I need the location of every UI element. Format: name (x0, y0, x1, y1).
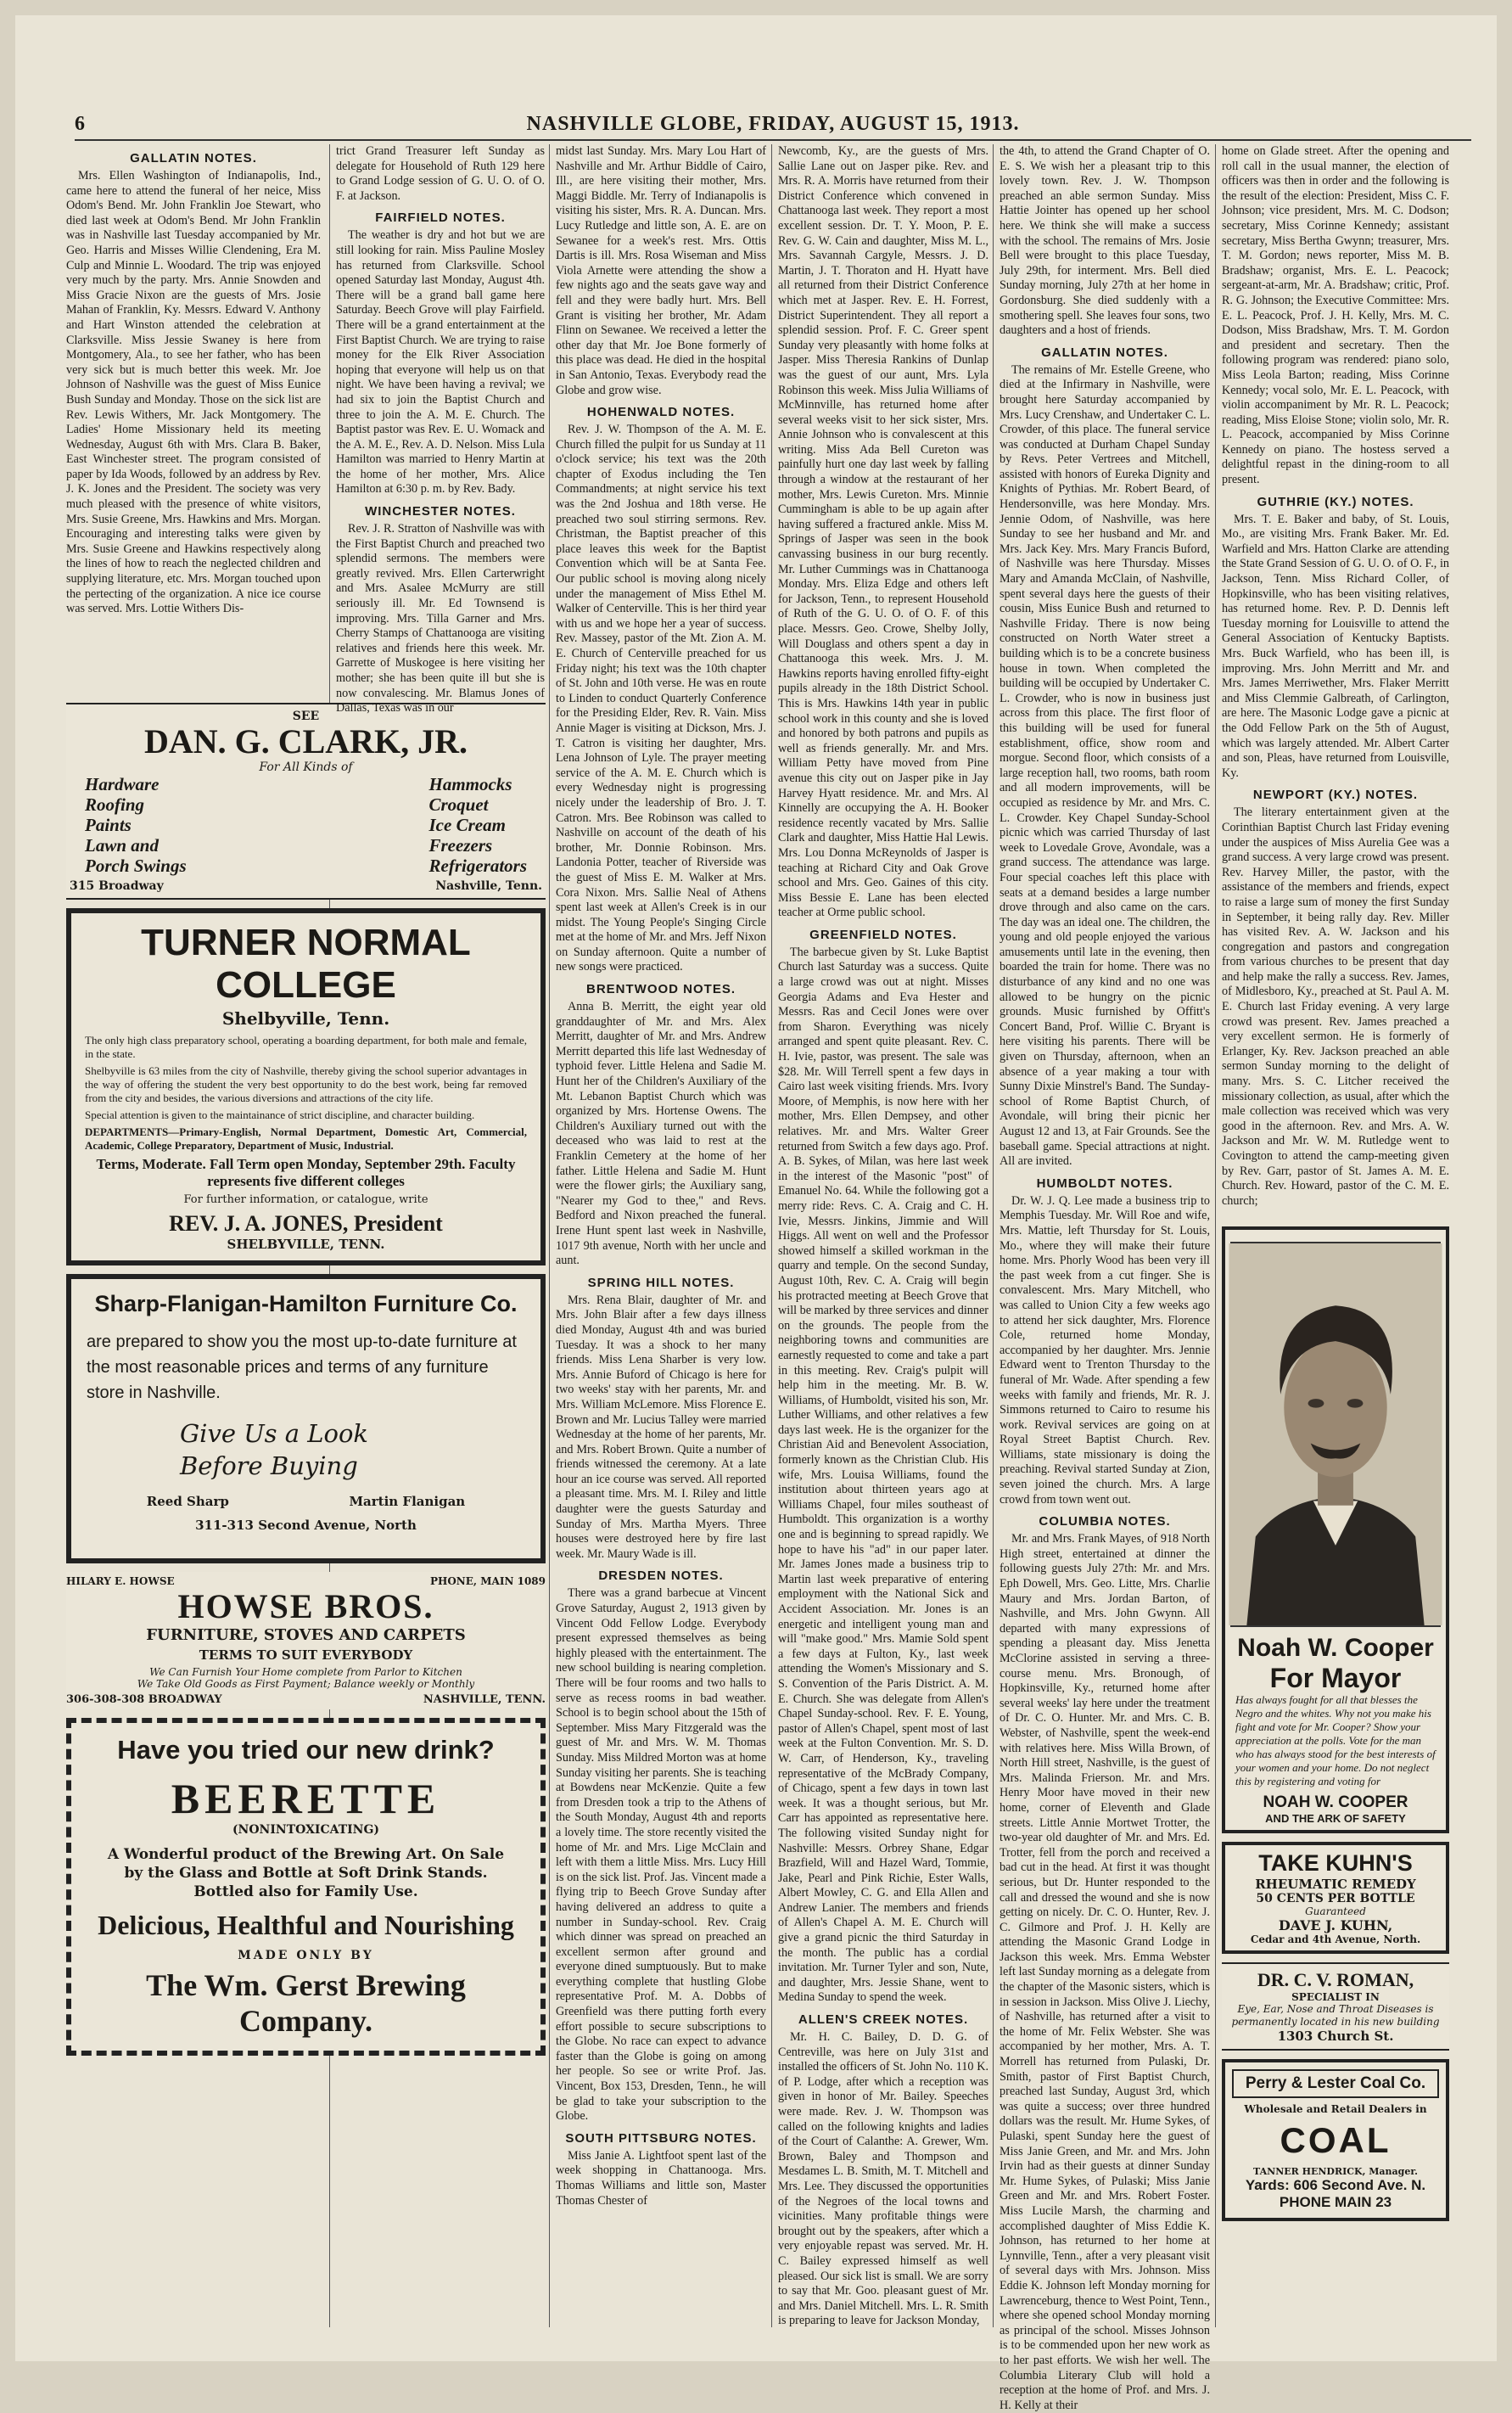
ad-text: SEE (292, 710, 320, 723)
perry-lester-coal-ad (1222, 2059, 1449, 2221)
article-body: Mr. and Mrs. Frank Mayes, of 918 North High street, entertained at dinner the following guests July 27th: Mr. and Mrs. Eph Dowell, Mrs. Geo. Litte, Mrs. Charlie Maury and Mrs. Jordan Barton, of Nashville, and Mrs. John Gwynn. All departed with many expressions of spending a pleasant day. Miss Jenetta McClorine assisted in serving a three-course menu. Mrs. Bronough, of Hopkinsville, Ky., returned home after several weeks' lay here under the treatment of Dr. C. O. Hunter. Mr. and Mrs. C. B. Webster, of Nashville, spent the week-end with relatives here. Miss Willa Brown, of North Hill street, Nashville, is the guest of Mrs. Malinda Frierson. Mr. and Mrs. Henry Moor have moved in their new home, corner of Eleventh and Glade streets. Little Annie Mortwet Trotter, the two-year old daughter of Mr. and Mrs. Ed. Trotter, fell from the porch and received a bad cut in the head. At first it was thought serious, but Dr. Hunter responded to the call and dressed the wound and she is now getting on nicely. Dr. C. O. Hunter, Rev. J. C. Gilmore and Prof. J. H. Kelly are attending the Masonic Grand Lodge in Jackson this week. Mrs. Emma Webster left last Sunday morning as a delegate from the chapter of the Masonic sisters, which is in session in Jackson. Miss Olive J. Liechy, of Nashville, has returned after a visit to the home of Mr. Felix Webster. She was accompanied by her mother, Mrs. A. T. Morrell has returned from Pulaski, Dr. Smith, pastor of First Baptist Church, preached last Sunday, August 3rd, which was quite a success; over three hundred dollars was the result. Mr. Hume Sykes, of Pulaski, spent Sunday here the guest of Miss Janie Green, and Mr. and Mrs. John Irvin had as their guests at dinner Sunday Mr. Hume Sykes, of Pulaski; Miss Janie Green and Mr. and Mrs. Robert Foster. Miss Lucile Marsh, the charming and accomplished daughter of Miss Eddie K. Johnson, has returned to her home at Lynnville, Tenn., after a very pleasant visit of several days with Mrs. Johnson. Miss Eddie K. Johnson left Monday morning for Lawrenceburg, thence to West Point, Tenn., where she opened school Monday morning as principal of the school. Misses Johnson is to be commended upon her new work as to her past efforts. We wish her well. The Columbia Literary Club will hold a reception at the home of Prof. and Mrs. J. H. Kelly at their (1000, 1532, 1210, 2412)
ad-title: Noah W. Cooper (1237, 1634, 1434, 1662)
ad-title: DAN. G. CLARK, JR. (143, 722, 468, 760)
ad-item: Hardware (85, 774, 160, 794)
ad-address: 1303 Church St. (1277, 2029, 1394, 2044)
ad-president: REV. J. A. JONES, President (169, 1211, 443, 1236)
ad-text: Terms, Moderate. Fall Term open Monday, September 29th. Faculty represents five different colleges (96, 1156, 516, 1189)
ad-item: Refrigerators (428, 856, 527, 876)
article-body: Mrs. Rena Blair, daughter of Mr. and Mrs. John Blair after a few days illness died Monday, August 4th and was buried Tuesday. It was a shock to her many friends. Miss Lena Sharber is very low. Mrs. Annie Buford of Chicago is here for two weeks' stay with her parents, Mr. and Mrs. William McLemore. Miss Florence E. Brown and Mr. Lucius Talley were married Wednesday at the home of her parents, Mr. and Mrs. Robert Brown. Quite a number of friends witnessed the ceremony. At a late hour an ice course was served. All reported a pleasant time. Mrs. M. I. Riley and little daughter were the guests Saturday and Sunday of Mrs. Martha Myers. Three houses were destroyed here by fire last week. Mr. Maury Wade is ill. (556, 1293, 766, 1561)
ad-text: Shelbyville is 63 miles from the city of Nashville, thereby giving the school superior advantages in the way of offering the student the very best opportunity to do the best work, being far removed from the city and besides, the various diversions and attractions of the city life. (85, 1064, 527, 1104)
article-body: There was a grand barbecue at Vincent Grove Saturday, August 2, 1913 given by Vincent Odd Fellow Lodge. Everybody present expressed themselves as being highly pleased with the entertainment. The new school building is nearing completion. There will be four rooms and two halls to serve as recess rooms in bad weather. School is to begin school about the 15th of September. Miss Mary Fitzgerald was the guest of Mr. and Mrs. W. M. Thomas Sunday. Miss Mildred Morton was at home Sunday visiting her parents. She is teaching at Bowdens near McKenzie. Quite a few from Dresden took a trip to the Athens of the South Monday, August 4th and reports a lovely time. The store recently visited the home of Mr. and Mrs. Lige McClain and left with them a little Miss. Mrs. Lucy Hill is on the sick list. Prof. Jas. Vincent made a flying trip to Beech Grove Sunday after having delivered an address to quite a number in Sunday-school. Rev. Craig which dinner was spread on preached an excellent sermon after ground and everyone dined sumptuously. But to make everything complete that hustling Globe representative Prof. M. A. Dobbs of Greenfield was there putting forth every effort possible to secure subscriptions to the Globe. No race can expect to advance faster than the Globe is going on among her people. So see or write Prof. Jas. Vincent, Box 153, Dresden, Tenn., he will be glad to take your subscription to the Globe. (556, 1586, 766, 2124)
article-body: The barbecue given by St. Luke Baptist Church last Saturday was a success. Quite a large crowd was out at night. Misses Georgia Adams and Eva Hester and Messrs. Ras and Cecil Jones were over from Sharon. Everything was nicely arranged and spent quite pleasant. Rev. C. H. Ivie, pastor, was present. The sale was $28. Mr. Will Terrell spent a few days in Cairo last week visiting friends. Mrs. Ivory Moore, of Memphis, is now here with her mother, Mrs. Ellen Dempsey, and other relatives. Mr. and Mrs. Walter Greer returned from Switch a few days ago. Prof. A. B. Sykes, of Milan, was here last week in the interest of the Masonic "post" of Emanuel No. 64. While the following got a merry ride: Revs. C. A. Craig and C. H. Ivie, Messrs. Jinkins, Jimmie and Will Higgs. All went on well and the Professor showed himself a skilled workman in the quarry and temple. On the second Sunday, August 10th, Rev. C. A. Craig will begin his protracted meeting at Beech Grove that will be marked by three services and dinner on the grounds. The people from the neighboring towns and communities are earnestly requested to come and take a part in this meeting. Rev. Craig's pulpit will help him in the meeting. Mr. B. W. Williams, of Humboldt, visited his son, Mr. Luther Williams, and other relatives a few days last week. He is the organizer for the Christian Aid and Benevolent Association, formerly known as the Christian Club. His wife, Mrs. Louisa Williams, found the institution about thirteen years ago at Williams Chapel, four miles southeast of Humboldt. This organization is a worthy one and is beginning to spread rapidly. We hope to have his "ad" in our paper later. Mr. James Jones made a business trip to Martin last week preparative of entering employment with the National Sick and Accident Association. Mr. Jones is an energetic and intelligent young man and will "make good." Mrs. Mamie Sold spent a few days at Fulton, Ky., last week attending the Women's Missionary and S. S. Convention of the Paris District. A. M. E. Church. She was delegate from Allen's Chapel Sunday-school. Rev. F. E. Young, pastor of Allen's Chapel, spent most of last week at the Fulton Convention. Mr. S. D. W. Carr, of Henderson, Ky., traveling representative of the McBrady Company, of Chicago, spent a few days in town last week. It was a thought serious, but Mr. Carr has appointed as representative here. The following visited Sunday night for Nashville: Messrs. Orbrey Shane, Edgar Brazfield, Will and Hazel Ward, Tommie, Jake, Pearl and Pink Richie, Ester Walls, Albert Mowley, C. G. and Ella Allen and Andrew Lanier. The members and friends of Allen's Chapel A. M. E. Church will give a grand picnic the third Saturday in the month. The public has a cordial invitation. Mr. Turner Tyler and son, Nute, and daughter, Mrs. Jessie Shane, went to Medina Sunday to spend the week. (778, 945, 988, 2005)
article-body: Newcomb, Ky., are the guests of Mrs. Sallie Lane out on Jasper pike. Rev. and Mrs. R. A. Morris have returned from their District Conference which convened in Chattanooga last week. They report a most excellent session. Dr. T. Y. Moon, P. E. Rev. G. W. Cain and daughter, Miss M. L., Mrs. Savannah Cargyle, Messrs. J. D. Martin, J. T. Thoraton and H. Hyatt have all returned from their District Conference which met at Jasper. Rev. E. H. Forrest, District Superintendent. They all report a splendid session. Prof. F. C. Greer spent Sunday very pleasantly with home folks at Jasper. Miss Theresia Rankins of Dunlap was the guest of our aunt, Mrs. Lyla Robinson this week. Miss Julia Williams of McMinnville, has returned home after several weeks visit to her sick sister, Mrs. Annie Johnson who is convalescent at this writing. Miss Ada Bell Cureton was painfully hurt one day last week by falling through a window at the restaurant of her mother, Mrs. Lewis Cureton. Mrs. Minnie Cummingham is able to be up again after having suffered a fractured ankle. Miss M. Springs of Jasper was seen in the book canvassing business in our burg recently. Mr. Luther Cummings was in Chattanooga Monday. Mrs. Eliza Edge and others left for Jackson, Tenn., to represent Household of Ruth of the G. U. O. of O. F. of this place. Messrs. Geo. Crowe, Shelby Jolly, Will Douglass and others spent a day in Chattanooga this week. Mrs. J. M. Hawkins reports having enrolled fifty-eight pupils already in the 18th District School. This is Mrs. Hawkins 14th year in public school work in this county and she is loved and honored by both patrons and pupils as well as friends generally. Mr. and Mrs. William Petty have moved from Pine avenue this city out on Jasper pike in Jay Harvey Hyatt residence. Mr. and Mrs. Al Kinnelly are occupying the A. H. Booker residence recently vacated by Mrs. Sallie Clark and daughter, Miss Hattie Hal Lewis. Mrs. Lou Donna McReynolds of Jasper is teaching at Richard City and Oak Grove school and Mrs. Geo. Gaines of this city. Miss Bessie E. Lane has been elected teacher at Orme public school. (778, 144, 988, 920)
ad-title: TAKE KUHN'S (1258, 1850, 1413, 1876)
column-rule (771, 144, 772, 2327)
ad-title: TURNER NORMAL COLLEGE (141, 922, 471, 1006)
article-body: Mr. H. C. Bailey, D. D. G. of Centreville, was here on July 31st and installed the officers of St. John No. 110 K. of P. Lodge, after which a reception was given in honor of Mr. Bailey. Speeches were made. Rev. J. W. Thompson was called on the following knights and ladies of the Court of Calanthe: A. Grewer, Wm. Brown, Baley and Thompson and Mesdames L. B. Smith, M. T. Mitchell and Mrs. Lee. They discussed the opportunities of the Negroes of the local towns and vicinities. Many profitable things were brought out by the speakers, after which a very enjoyable repast was served. Mr. H. C. Bailey expressed himself as well pleased. Our sick list is small. We are sorry to say that Mr. Goo. pleasant guest of Mr. and Mrs. Daniel Mitchell. Mrs. L. R. Smith is preparing to leave for Jackson Monday, (778, 2030, 988, 2328)
ad-text: SPECIALIST IN (1291, 1991, 1380, 2003)
ad-text: (NONINTOXICATING) (232, 1823, 380, 1837)
column-3 (556, 144, 766, 2334)
ad-name: NOAH W. COOPER (1263, 1793, 1408, 1811)
ad-phone: PHONE, MAIN 1089 (429, 1575, 546, 1587)
newspaper-dateline: NASHVILLE GLOBE, FRIDAY, AUGUST 15, 1913. (526, 112, 1020, 135)
ad-product-list (70, 774, 542, 876)
ad-city: Shelbyville, Tenn. (221, 1008, 390, 1029)
section-heading: SPRING HILL NOTES. (587, 1275, 735, 1290)
masthead (75, 109, 1471, 141)
article-body: Mrs. T. E. Baker and baby, of St. Louis, Mo., are visiting Mrs. Frank Baker. Mr. Ed. Warfield and Mrs. Hatton Clarke are attending the State Grand Session of G. U. O. of O. F., in Jackson, Tenn. Miss Richard Coller, of Hopkinsville, who has been visiting relatives, has returned home. Rev. P. D. Dennis left Tuesday morning for Louisville to attend the General Association of Kentucky Baptists. Mrs. Buck Warfield, who has been ill, is improving. Mrs. John Merritt and Mr. and Mrs. James Merriwether, Mrs. Flaker Merritt and Miss Clemmie Galbreath, of Carlington, are here. The Masonic Lodge gave a picnic at the Odd Fellow Park on the 5th of August, which was largely attended. Mr. Albert Carter and son, Pleas, have returned from Louisville, Ky. (1222, 512, 1449, 780)
ad-text: A Wonderful product of the Brewing Art. On Sale by the Glass and Bottle at Soft Drink Stands. Bottled also for Family Use. (107, 1846, 505, 1900)
ad-phone: PHONE MAIN 23 (1279, 2194, 1392, 2210)
ad-text: We Take Old Goods as First Payment; Balance weekly or Monthly (137, 1678, 475, 1690)
ad-title: Have you tried our new drink? (117, 1735, 495, 1765)
man-portrait-icon (1232, 1243, 1439, 1625)
article-body: The literary entertainment given at the Corinthian Baptist Church last Friday evening under the auspices of Miss Aurelia Gee was a grand success. A very large crowd was present. Rev. Harvey Miller, the pastor, with the assistance of the members and friends, expect to raise a large sum of money the first Sunday in September, it being rally day. Rev. Miller has visited Rev. A. W. Jackson and his congregation and pastors and congregation from various churches to be present that day and help make the rally a success. Rev. James, of Midlesboro, Ky., preached at St. Paul A. M. E. Church last Friday evening. A very large crowd was present. Rev. James preached a very excellent sermon. He is formerly of Erlanger, Ky. Rev. Jackson preached an able sermon Sunday morning to the delight of many. Mrs. S. C. Litcher received the missionary collection, as usual, after which the male collection was received which was very good in the afternoon. Rev. and Mrs. A. W. Jackson and Mr. W. M. Rutledge went to Covington to attend the camp-meeting given by Rev. Garr, pastor of St. James A. M. E. Church. Rev. Howard, pastor of the C. M. E. church; (1222, 805, 1449, 1208)
ad-text: RHEUMATIC REMEDY (1255, 1877, 1416, 1892)
ad-item: Ice Cream (428, 815, 506, 835)
article-body: Rev. J. W. Thompson of the A. M. E. Church filled the pulpit for us Sunday at 11 o'clock service; his text was the 20th chapter of Exodus including the Ten Commandments; at night service his text was the 2nd Joshua and 18th verse. He preached two soul stirring sermons. Rev. Christman, the Baptist preacher of this place leaves this week for the Baptist Convention which will be at Santa Fee. Our public school is moving along nicely under the management of Miss Ethel M. Walker of Centerville. This is her third year with us and we hope her a year of success. Rev. Massey, pastor of the Mt. Zion A. M. E. Church of Centerville preached for us Friday night; his text was the 10th chapter of St. John and 10th verse. He was en route to Linden to conduct Quarterly Conference for the Presiding Elder, Rev. R. Vain. Miss Annie Mager is visiting at Dickson, Mrs. J. T. Catron is visiting her daughter, Mrs. Lena Johnson of Lyle. The prayer meeting service of the A. M. E. Church which is every Wednesday night is progressing nicely under the leadership of Bro. J. T. Catron. Mrs. Bee Robinson was called to Nashville on account of the death of his brother, Mr. Donnie Robinson. Mrs. Landonia Potter, teacher of Riverside was the guest of Miss E. M. Walker at Mrs. Cora Nixon. Mrs. Sallie Neal of Athens spent last week at Allen's Creek is in our midst. The Young People's Singing Circle met at the home of Mr. and Mrs. Jeff Nixon on Sunday afternoon. Quite a number of new songs were practiced. (556, 423, 766, 974)
ad-item: Porch Swings (85, 856, 187, 876)
ad-text: The only high class preparatory school, operating a boarding department, for both male and female, in the state. (85, 1034, 527, 1060)
ad-item: Paints (85, 815, 132, 835)
clark-ad (66, 703, 546, 900)
section-heading: GALLATIN NOTES. (1041, 345, 1168, 360)
article-body: Rev. J. R. Stratton of Nashville was with the First Baptist Church and preached two splendid sermons. The members were greatly revived. Mrs. Ellen Carterwright and Mrs. Asalee McMurry are still seriously ill. Mr. Ed Townsend is improving. Mrs. Tilla Garner and Mrs. Cherry Stamps of Chattanooga are visiting relatives and friends here this week. Mr. Garrette of Muskogee is here visiting her mother; she has been quite ill but she is now convalescing. Mr. Blamus Jones of Dallas, Texas was in our (336, 522, 545, 715)
ad-text: DEPARTMENTS—Primary-English, Normal Department, Domestic Art, Commercial, Academic, College Preparatory, Department of Music, Industrial. (85, 1125, 527, 1152)
ad-city: NASHVILLE, TENN. (423, 1693, 546, 1706)
ad-text: For further information, or catalogue, write (183, 1193, 428, 1206)
sharp-flanigan-ad (66, 1274, 546, 1563)
article-body: trict Grand Treasurer left Sunday as delegate for Household of Ruth 129 here to Grand Lodge session of G. U. O. of O. F. at Jackson. (336, 144, 545, 203)
column-6 (1222, 144, 1449, 2334)
ad-text: AND THE ARK OF SAFETY (1265, 1812, 1406, 1825)
section-heading: GREENFIELD NOTES. (809, 927, 957, 942)
ad-text: Special attention is given to the maintainance of strict discipline, and character building. (85, 1108, 475, 1121)
article-body: Anna B. Merritt, the eight year old granddaughter of Mr. and Mrs. Alex Merritt, daughter of Mr. and Mrs. Andrew Merritt departed this life last Wednesday of typhoid fever. Little Helena and Sadie M. Hunt her of the Children's Auxiliary of the Mt. Lebanon Baptist Church which was organized by Mrs. Hortense Owens. The Children's Auxiliary turned out with the deceased who was laid to rest at the Franklin Cemetery at the home of her father. Little Helena and Sadie M. Hunt were the flower girls; the Auxiliary sang, "Nearer my God to thee," and Revs. Bedford and Nixon preached the funeral. Irene Hunt spent last week in Nashville, 1017 9th avenue, North with her uncle and aunt. (556, 1000, 766, 1268)
cooper-mayor-ad (1222, 1226, 1449, 1833)
column-rule (993, 144, 994, 2327)
section-heading: BRENTWOOD NOTES. (586, 982, 736, 997)
newspaper-page (15, 15, 1497, 2412)
ad-text: Guaranteed (1305, 1905, 1366, 1917)
ad-slogan: Before Buying (180, 1451, 358, 1480)
ad-address: Yards: 606 Second Ave. N. (1245, 2177, 1426, 2193)
ad-address: 311-313 Second Avenue, North (195, 1518, 417, 1533)
section-heading: ALLEN'S CREEK NOTES. (798, 2012, 969, 2028)
column-1-top (66, 144, 321, 696)
section-heading: NEWPORT (KY.) NOTES. (1252, 788, 1419, 803)
ad-name: DAVE J. KUHN, (1278, 1917, 1393, 1933)
article-body: Miss Janie A. Lightfoot spent last of the week shopping in Chattanooga. Mrs. Thomas Williams and little son, Master Thomas Chester of (556, 2148, 766, 2208)
article-body: The remains of Mr. Estelle Greene, who died at the Infirmary in Nashville, were brought here Saturday accompanied by Mrs. Lucy Crenshaw, and Undertaker C. L. Crowder, of this place. The funeral service was conducted at Durham Chapel Sunday by Revs. Peter Vertrees and Mitchell, assisted with honors of Eureka Dignity and Knights of Pythias. Mr. Robert Beard, of Hendersonville, was here Monday. Mrs. Jennie Odom, of Nashville, was here Sunday to see her husband and Mr. and Mrs. Jack Key. Mrs. Mary Francis Buford, of Nashville was here Thursday. Misses Mary and Amanda McClain, of Nashville, spent several days here the guests of their cousin, Miss Eunice Bush and returned to Nashville Friday. There is now being constructed on North Water street a building which is to be a concrete business house in town. When completed the building will be occupied by Undertaker C. L. Crowder, who is now in business just across from this place. The first floor of this building will be used for funeral establishment, office, show room and morgue. Second floor, which consists of a large reception hall, two rooms, bath room and all modern improvements, will be occupied as residence by Mr. and Mrs. C. L. Crowder. Key Chapel Sunday-School picnic which was carried Thursday of last week to Lovedale Grove, Avondale, was a grand success. The attendance was large. Four special coaches left this place with seats at a demand besides a large number drove through and also came on the cars. The day was an ideal one. The children, the young and old people enjoyed the various amusements until late in the evening, then boarded the train for home. There was no disturbance of any kind and no one was allowed to be hungry on the picnic grounds. Music furnished by Offitt's Concert Band, Prof. Willie C. Bryant is here visiting his parents. There will be given on Thursday, afternoon, when an absence of a year making a tour with Sunny Dixie Minstrel's Band. The Sunday-school of Rome Baptist Church, of Avondale, will bring their picnic her August 12 and 13, at Fair Grounds. See the baseball game. Special attractions at night. All are invited. (1000, 362, 1210, 1169)
ad-text: Eye, Ear, Nose and Throat Diseases is permanently located in his new building (1231, 2003, 1440, 2028)
ad-address: 306-308-308 BROADWAY (66, 1693, 222, 1706)
article-body: home on Glade street. After the opening and roll call in the usual manner, the election of officers was then in order and the following is the result of the election: President, Miss C. F. Johnson; vice president, Mrs. M. C. Dodson; secretary, Miss Corinne Kennedy; assistant secretary, Miss Bertha Gwynn; treasurer, Mrs. T. M. Gordon; news reporter, Miss M. B. Bradshaw; organist, Mrs. E. L. Peacock; sergeant-at-arm, Mr. A. Bradshaw; critic, Prof. R. G. Johnson; the Executive Committee: Mrs. E. L. Peacock, Prof. J. H. Kelly, Mrs. M. C. Dodson, Miss Bradshaw, Mrs. T. M. Gordon and president and secretary. Then the following program was rendered: piano solo, Miss Leola Barton; reading, Miss Corinne Kennedy; vocal solo, Mr. E. L. Peacock, with violin accompaniment by Mr. R. L. Peacock; reading, Miss Eloise Stone; violin solo, Mr. R. L. Peacock, accompanied by Miss Corinne Kennedy on piano. The hostess served a delightful repast in the dining-room to all present. (1222, 144, 1449, 487)
ad-address: Cedar and 4th Avenue, North. (1250, 1933, 1421, 1945)
article-body: The weather is dry and hot but we are still looking for rain. Miss Pauline Mosley has returned from Clarksville. School opened Saturday last Monday, August 4th. There will be a grand ball game here Saturday. Beech Grove will play Fairfield. There will be a grand entertainment at the First Baptist Church. We are trying to raise money for the Elk River Association hoping that everyone will help us on that night. We have been having a revival; we had six to join the Baptist Church and three to join the A. M. E. Church. The Baptist pastor was Rev. E. U. Womack and the A. M. E., Rev. A. D. Nelson. Miss Lula Hamilton was married to Henry Martin at the home of her mother, Mrs. Alice Hamilton at 6:30 p. m. by Rev. Bady. (336, 228, 545, 497)
ad-city: SHELBYVILLE, TENN. (227, 1237, 385, 1252)
page-number: 6 (75, 112, 86, 135)
ad-item: Lawn and (85, 835, 159, 856)
ad-text: FURNITURE, STOVES AND CARPETS (146, 1626, 466, 1644)
ad-text: MADE ONLY BY (238, 1949, 374, 1962)
section-heading: GUTHRIE (KY.) NOTES. (1257, 494, 1414, 509)
ad-title: Perry & Lester Coal Co. (1232, 2069, 1439, 2098)
ad-name: HILARY E. HOWSE (66, 1575, 175, 1587)
section-heading: COLUMBIA NOTES. (1039, 1514, 1171, 1529)
section-heading: SOUTH PITTSBURG NOTES. (565, 2130, 757, 2146)
column-rule (549, 144, 550, 2327)
ad-text: Wholesale and Retail Dealers in (1244, 2103, 1427, 2115)
ad-item: Hammocks (428, 774, 512, 794)
ad-item: Croquet (428, 794, 489, 815)
section-heading: GALLATIN NOTES. (130, 151, 257, 166)
ad-product: BEERETTE (171, 1775, 441, 1822)
section-heading: HOHENWALD NOTES. (586, 405, 736, 420)
column-5 (1000, 144, 1210, 2412)
ad-text: Has always fought for all that blesses the Negro and the whites. Why not you make his fight and vote for Mr. Cooper? Show your appreciation at the polls. Vote for the man who has always stood for the best interests of your women and your home. Do not neglect this by registering and voting for (1235, 1693, 1436, 1787)
article-body: midst last Sunday. Mrs. Mary Lou Hart of Nashville and Mr. Arthur Biddle of Cairo, Ill., are here visiting their mother, Mrs. Maggi Biddle. Mr. Terry of Indianapolis is visiting his sister, Mrs. R. A. Duncan. Mrs. Lucy Rutledge and little son, A. E. are on Sewanee for a week's rest. Mrs. Ottis Dartis is ill. Mrs. Rosa Wiseman and Miss Viola Arnette were attending the show a few nights ago and the seats gave way and fell and they were badly hurt. Mrs. Bell Grant is visiting her brother, Mr. Adam Flinn on Sewanee. We received a letter the other day that Mr. Joe Bone formerly of this place was dead. He died in the hospital in San Antonio, Texas. Everybody read the Globe and grow wise. (556, 144, 766, 397)
ad-maker: The Wm. Gerst Brewing Company. (146, 1968, 466, 2038)
howse-bros-ad (66, 1572, 546, 1709)
section-heading: WINCHESTER NOTES. (365, 504, 516, 519)
ad-title: Sharp-Flanigan-Hamilton Furniture Co. (94, 1291, 518, 1316)
article-body: Mrs. Ellen Washington of Indianapolis, Ind., came here to attend the funeral of her neice, Miss Odom's Bend. Mr. John Franklin Joe Stewart, who died last week at Odom's Bend. Mr John Franklin was in Nashville last Tuesday accompanied by Mr. Geo. Harris and Misses Willie Clendening, Era M. Culp and Minnie L. Woodard. The trip was enjoyed very much by the party. Mrs. Annie Snowden and Miss Gracie Nixon are the guests of Mrs. Josie Mahan of Franklin, Ky. Messrs. Edward V. Anthony and Hart Winston attended the celebration at Clarksville. Miss Jessie Swaney is here from Montgomery, Ala., to see her father, who has been very sick but is much better this week. Mr. Joe Johnson of Nashville was the guest of Miss Eunice Bush Sunday and Monday. Those on the sick list are Rev. Lewis Withers, Mr. Jack Montgomery. The Ladies' Home Missionary held its meeting Wednesday, August 6th with Mrs. Clara B. Baker, East Winchester street. The program consisted of paper by Ida Woods, followed by an address by Rev. J. K. Jones and the President. The society was very much pleased with the presence of white visitors, Mrs. Susie Greene, Mrs. Hawkins and Mrs. Morgan. Encouraging and interesting talks were given by Mrs. Susie Greene and Hawkins respectively along the lines of how to reach the neglected children and supplying literature, etc. Mrs. Morgan touched upon the pertecting of the organization. A nice ice course was served. Mrs. Lottie Withers Dis- (66, 169, 321, 616)
ad-item: Roofing (85, 794, 145, 815)
ad-slogan: Give Us a Look (180, 1419, 369, 1448)
ad-text: 50 CENTS PER BOTTLE (1256, 1892, 1415, 1905)
ad-city: Nashville, Tenn. (435, 879, 542, 893)
ad-text: We Can Furnish Your Home complete from Parlor to Kitchen (149, 1666, 462, 1678)
ad-text: TERMS TO SUIT EVERYBODY (199, 1647, 413, 1663)
ad-text: are prepared to show you the most up-to-date furniture at the most reasonable prices and terms of any furniture store in Nashville. (87, 1333, 517, 1402)
ad-slogan: Delicious, Healthful and Nourishing (98, 1910, 514, 1940)
ad-item: Freezers (428, 835, 493, 856)
section-heading: DRESDEN NOTES. (598, 1568, 724, 1584)
ad-name: TANNER HENDRICK, Manager. (1253, 2166, 1418, 2177)
ad-name: Martin Flanigan (349, 1494, 466, 1509)
ad-title: For Mayor (1269, 1663, 1402, 1693)
column-4 (778, 144, 988, 2334)
kuhn-remedy-ad (1222, 1842, 1449, 1954)
roman-doctor-ad (1222, 1962, 1449, 2051)
ad-title: HOWSE BROS. (177, 1587, 434, 1625)
section-heading: FAIRFIELD NOTES. (375, 210, 506, 226)
section-heading: HUMBOLDT NOTES. (1036, 1176, 1173, 1191)
portrait-photo (1230, 1242, 1441, 1627)
ad-title: DR. C. V. ROMAN, (1257, 1969, 1414, 1990)
beerette-ad (66, 1718, 546, 2056)
ad-product: COAL (1280, 2120, 1392, 2160)
ad-name: Reed Sharp (146, 1494, 229, 1509)
column-1-ads (66, 694, 546, 2064)
column-rule (1215, 144, 1216, 2327)
ad-address: 315 Broadway (70, 879, 164, 893)
ad-text: For All Kinds of (259, 760, 353, 774)
column-2 (336, 144, 545, 715)
column-6-articles (1222, 144, 1449, 1218)
article-body: Dr. W. J. Q. Lee made a business trip to Memphis Tuesday. Mr. Will Roe and wife, Mrs. Mattie, left Thursday for St. Louis, Mo., where they will make their future home. Mrs. Phorly Wood has been very ill the past week from a cut finger. She is convalescent. Mrs. Mary Mitchell, who was called to Union City a few weeks ago to attend her sick daughter, Mrs. Florence Cole, returned home Monday, accompanied by her daughter. Mrs. Jennie Edward went to Trenton Thursday to the funeral of Mr. Wade. After spending a few weeks with family and friends, Mr. R. J. Simmons returned to Cairo to resume his work. Revival services are going on at Royal Street Baptist Church. Rev. Williams, state missionary is doing the preaching. Revival started Sunday at Zion, seven joined the church. Mrs. A large crowd from town went out. (1000, 1193, 1210, 1507)
article-body: the 4th, to attend the Grand Chapter of O. E. S. We wish her a pleasant trip to this lovely town. Rev. J. W. Thompson preached an able sermon Sunday. Miss Hattie Jointer has opened up her school here. We think she will make a success with the school. The remains of Mrs. Josie Bell were brought to this place Tuesday, July 29th, for interment. Mrs. Bell died Sunday morning, July 27th at her home in Gordonsburg. She died suddenly with a smothering spell. She leaves four sons, two daughters and a host of friends. (1000, 144, 1210, 338)
turner-college-ad (66, 908, 546, 1265)
